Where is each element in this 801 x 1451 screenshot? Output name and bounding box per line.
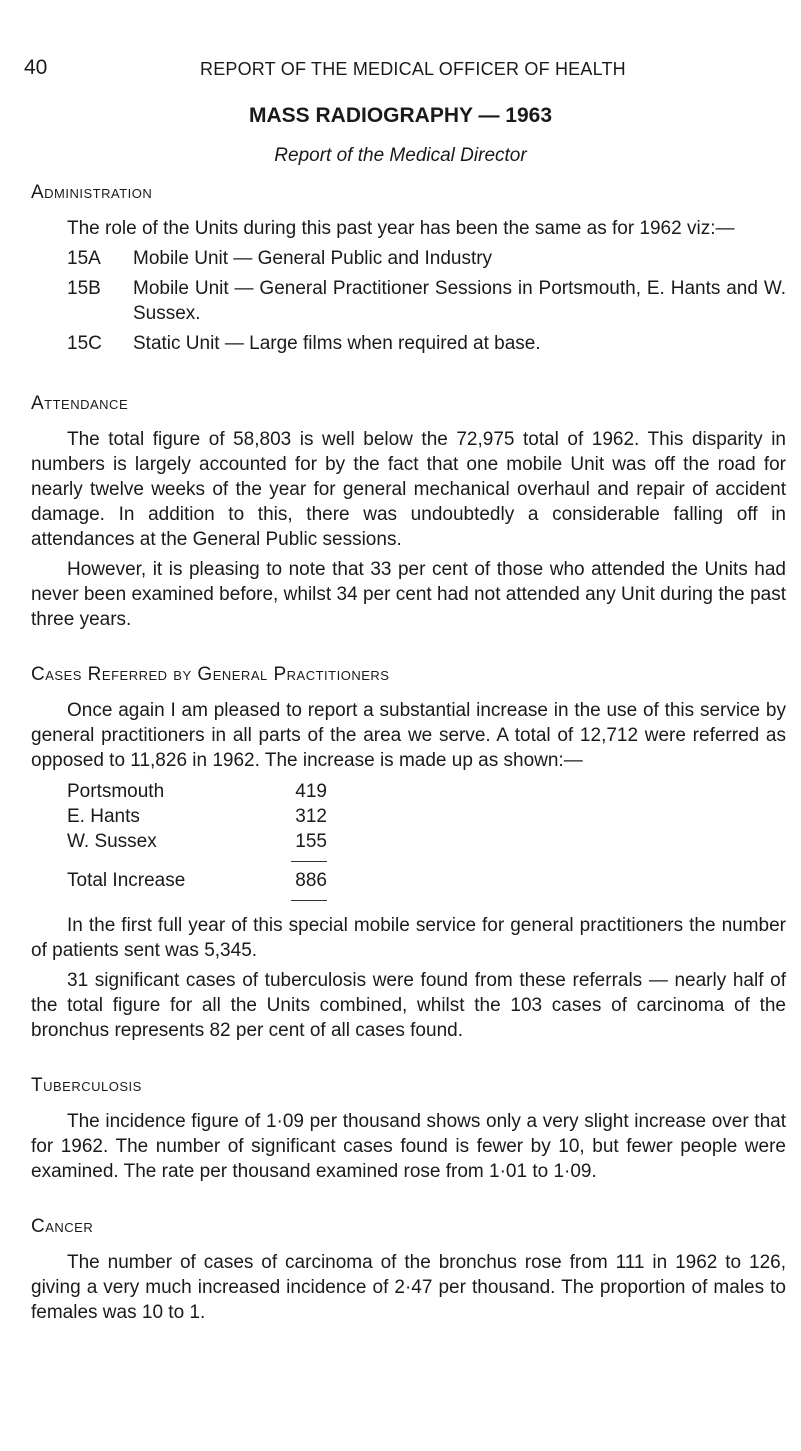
table-area: Portsmouth bbox=[67, 781, 165, 802]
table-row bbox=[67, 779, 327, 804]
table-total-label: Total Increase bbox=[67, 870, 186, 891]
unit-item bbox=[31, 246, 786, 271]
increase-table bbox=[67, 779, 327, 907]
section-heading-gp-cases: Cases Referred by General Practitioners bbox=[31, 664, 390, 685]
report-title: MASS RADIOGRAPHY — 1963 bbox=[248, 104, 553, 127]
section-heading-cancer: Cancer bbox=[31, 1216, 94, 1237]
attendance-paragraph: The total figure of 58,803 is well below the 72,975 total of 1962. This disparity in numbers is largely accounted for by the fact that one mobile Unit was off the road for nearly twelve weeks of the year for general mechanical overhaul and repair of accident damage. In addition to this, there was undoubtedly a considerable falling off in attendances at the General Public sessions. bbox=[31, 429, 786, 550]
section-heading-tuberculosis: Tuberculosis bbox=[31, 1075, 142, 1096]
table-value: 312 bbox=[295, 806, 327, 827]
unit-item bbox=[31, 331, 786, 356]
tuberculosis-paragraph: The incidence figure of 1·09 per thousand shows only a very slight increase over that for 1962. The number of significant cases found is fewer by 10, but fewer people were examined. The rate per thousand examined rose from 1·01 to 1·09. bbox=[31, 1111, 786, 1182]
cancer-paragraph: The number of cases of carcinoma of the bronchus rose from 111 in 1962 to 126, giving a very much increased incidence of 2·47 per thousand. The proportion of males to females was 10 to 1. bbox=[31, 1252, 786, 1323]
unit-description: Mobile Unit — General Practitioner Sessions in Portsmouth, E. Hants and W. Sussex. bbox=[133, 278, 786, 324]
table-total-value: 886 bbox=[295, 870, 327, 891]
attendance-paragraph: However, it is pleasing to note that 33 per cent of those who attended the Units had never been examined before, whilst 34 per cent had not attended any Unit during the past three years. bbox=[31, 559, 786, 630]
section-heading-attendance: Attendance bbox=[31, 393, 129, 414]
unit-item bbox=[31, 276, 786, 326]
unit-code: 15B bbox=[67, 278, 101, 299]
gp-cases-paragraph: 31 significant cases of tuberculosis were found from these referrals — nearly half of the total figure for all the Units combined, whilst the 103 cases of carcinoma of the bronchus represents 82 per cent of all cases found. bbox=[31, 970, 786, 1041]
table-area: W. Sussex bbox=[67, 831, 157, 852]
gp-cases-intro: Once again I am pleased to report a substantial increase in the use of this service by general practitioners in all parts of the area we serve. A total of 12,712 were referred as opposed to 11,826 in 1962. The increase is made up as shown:— bbox=[31, 700, 786, 771]
table-row bbox=[67, 804, 327, 829]
page-number: 40 bbox=[24, 56, 48, 79]
table-area: E. Hants bbox=[67, 806, 140, 827]
table-rule bbox=[67, 893, 327, 907]
table-row bbox=[67, 829, 327, 854]
gp-cases-paragraph: In the first full year of this special mobile service for general practitioners the number of patients sent was 5,345. bbox=[31, 915, 786, 961]
report-body bbox=[31, 180, 786, 1325]
table-value: 419 bbox=[295, 781, 327, 802]
unit-code: 15A bbox=[67, 248, 101, 269]
administration-intro: The role of the Units during this past year has been the same as for 1962 viz:— bbox=[67, 218, 735, 239]
unit-code: 15C bbox=[67, 333, 102, 354]
report-subtitle: Report of the Medical Director bbox=[274, 145, 527, 166]
table-rule bbox=[67, 854, 327, 868]
unit-description: Mobile Unit — General Public and Industry bbox=[133, 248, 493, 269]
unit-description: Static Unit — Large films when required at base. bbox=[133, 333, 541, 354]
section-heading-administration: Administration bbox=[31, 182, 153, 203]
unit-list bbox=[31, 246, 786, 356]
running-head: REPORT OF THE MEDICAL OFFICER OF HEALTH bbox=[200, 59, 626, 79]
table-value: 155 bbox=[295, 831, 327, 852]
table-total-row bbox=[67, 868, 327, 893]
